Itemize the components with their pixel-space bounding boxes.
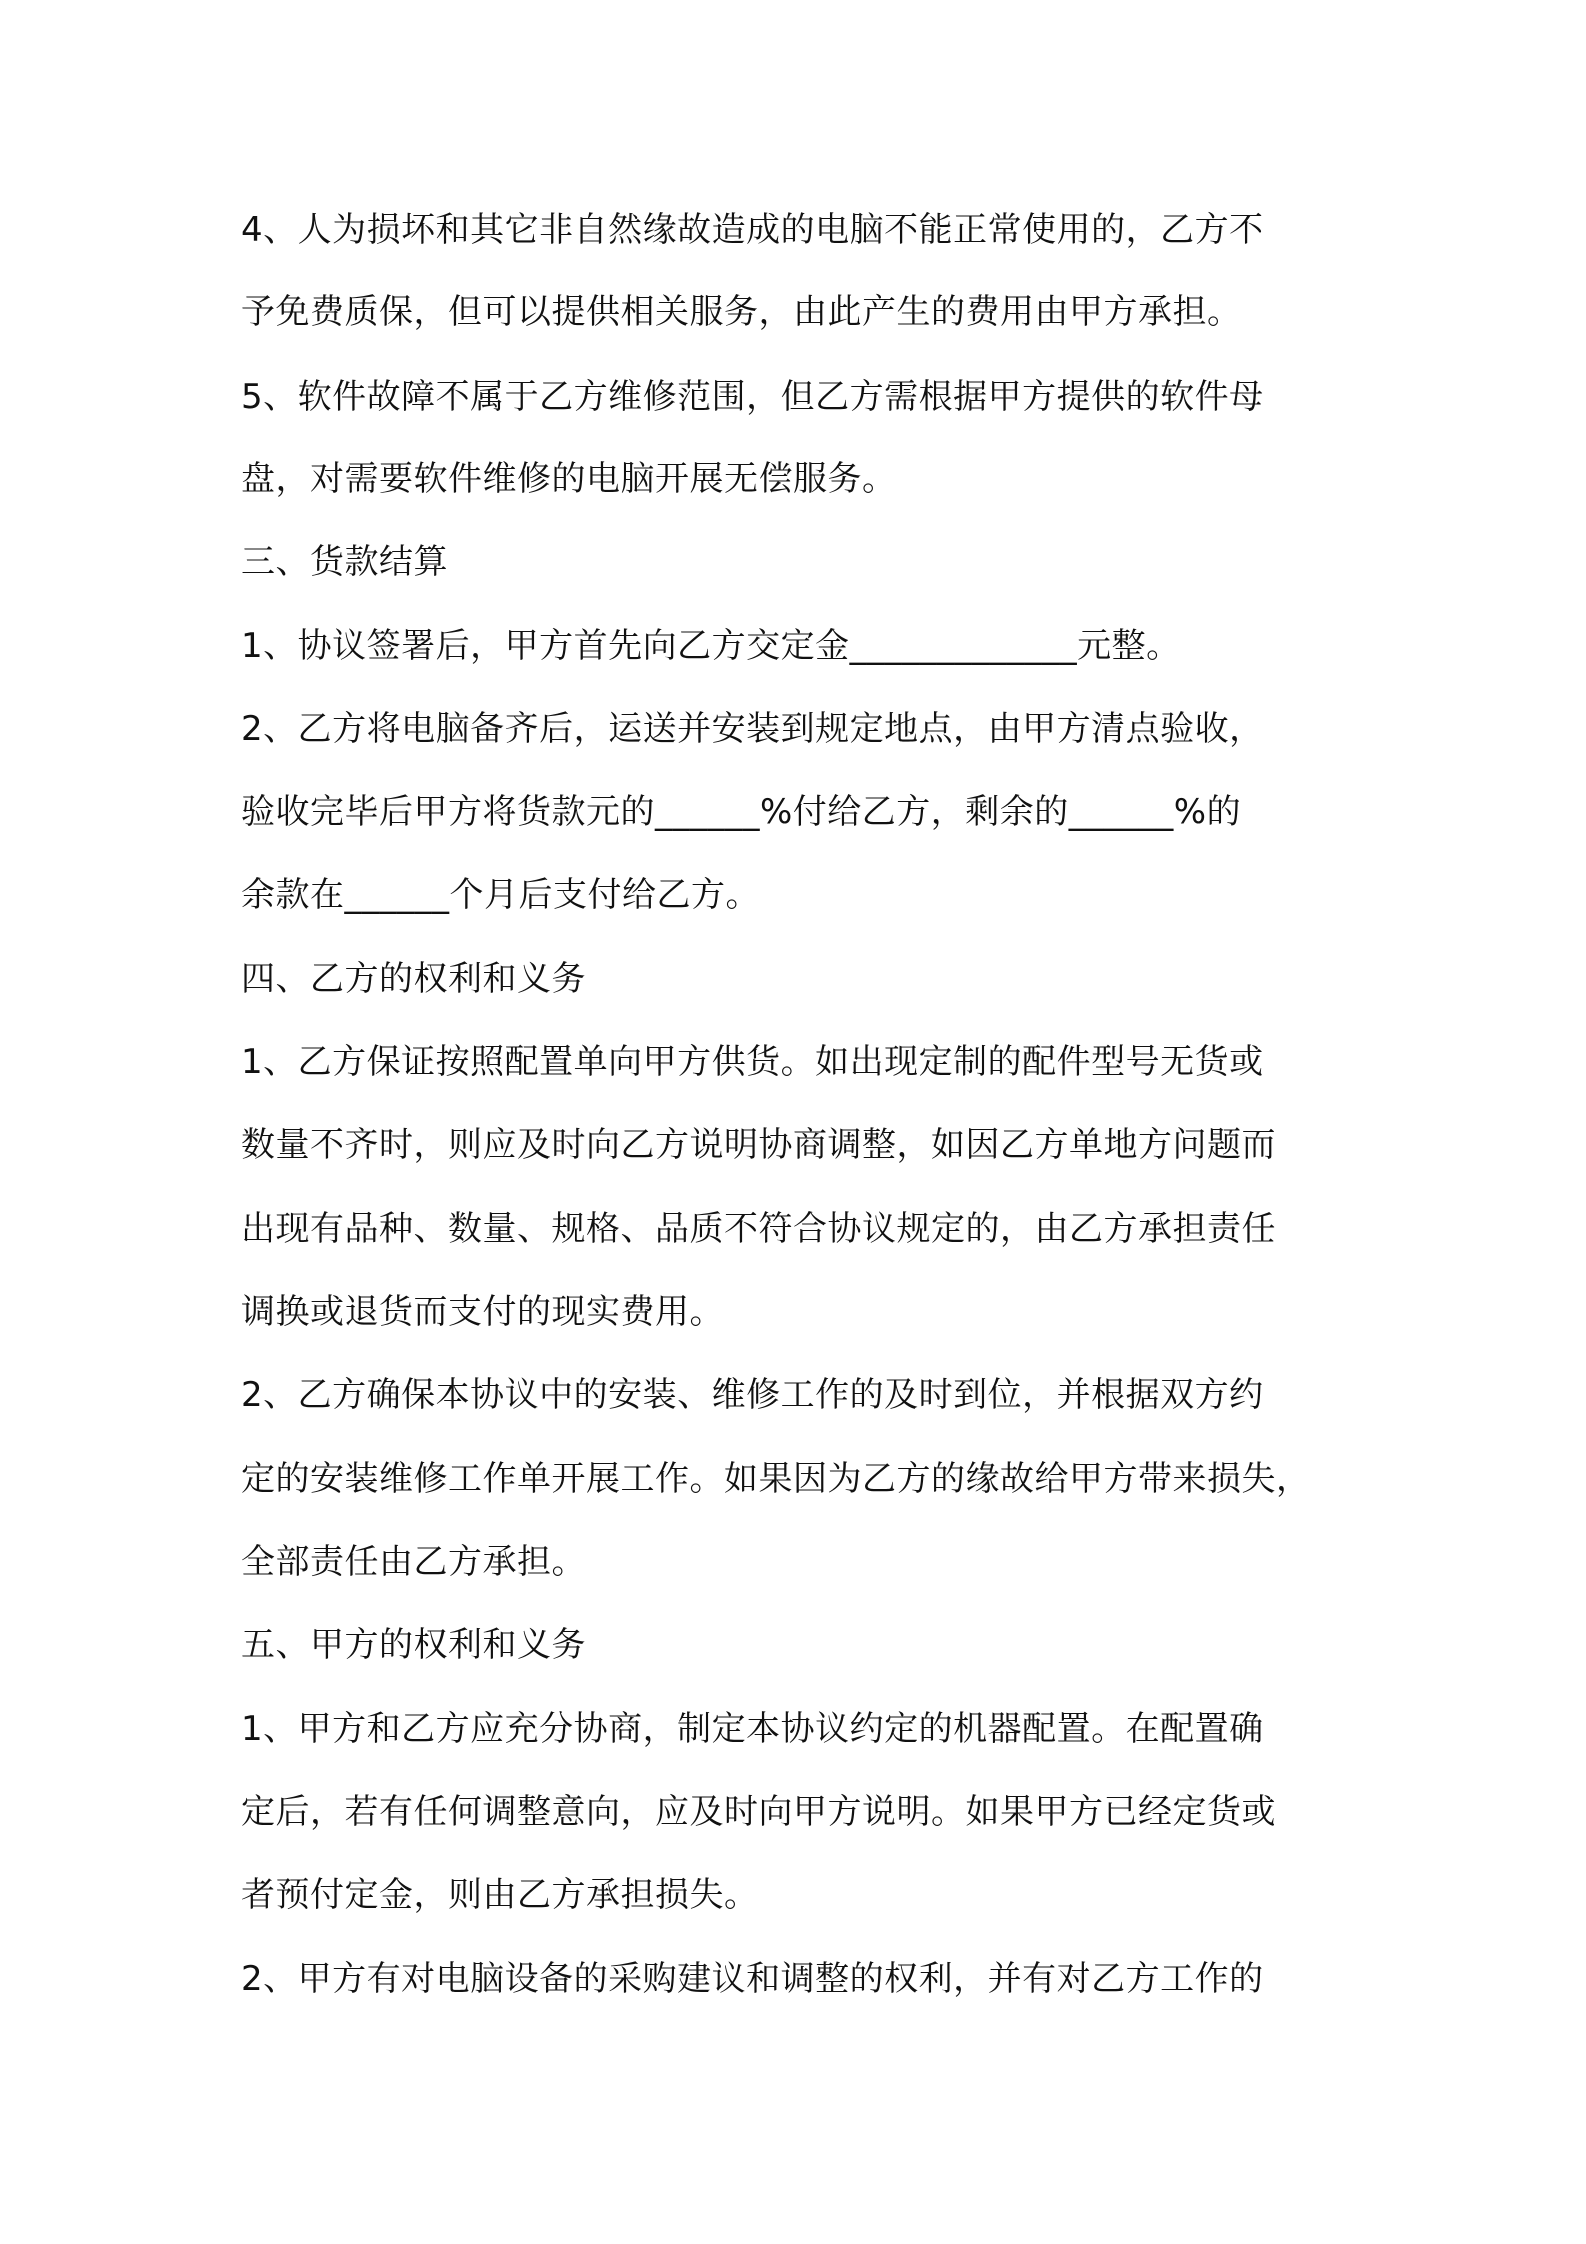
section-heading: 四、乙方的权利和义务	[241, 959, 586, 999]
text-line: 2、乙方确保本协议中的安装、维修工作的及时到位，并根据双方约	[241, 1375, 1264, 1415]
text-line: 2、甲方有对电脑设备的采购建议和调整的权利，并有对乙方工作的	[241, 1959, 1264, 1999]
text-line: 验收完毕后甲方将货款元的______%付给乙方，剩余的______%的	[241, 792, 1242, 832]
text-line: 4、人为损坏和其它非自然缘故造成的电脑不能正常使用的，乙方不	[241, 210, 1264, 250]
section-heading: 三、货款结算	[241, 542, 448, 582]
text-line: 1、甲方和乙方应充分协商，制定本协议约定的机器配置。在配置确	[241, 1709, 1264, 1749]
section-heading: 五、甲方的权利和义务	[241, 1625, 586, 1665]
text-line: 全部责任由乙方承担。	[241, 1542, 586, 1582]
text-line: 2、乙方将电脑备齐后，运送并安装到规定地点，由甲方清点验收，	[241, 709, 1264, 749]
text-line: 定的安装维修工作单开展工作。如果因为乙方的缘故给甲方带来损失，	[241, 1459, 1311, 1499]
text-line: 数量不齐时，则应及时向乙方说明协商调整，如因乙方单地方问题而	[241, 1125, 1276, 1165]
text-line: 予免费质保，但可以提供相关服务，由此产生的费用由甲方承担。	[241, 292, 1242, 332]
text-line: 定后，若有任何调整意向，应及时向甲方说明。如果甲方已经定货或	[241, 1792, 1276, 1832]
text-line: 1、乙方保证按照配置单向甲方供货。如出现定制的配件型号无货或	[241, 1042, 1264, 1082]
text-line: 1、协议签署后，甲方首先向乙方交定金_____________元整。	[241, 626, 1181, 666]
text-line: 盘，对需要软件维修的电脑开展无偿服务。	[241, 459, 897, 499]
text-line: 余款在______个月后支付给乙方。	[241, 875, 760, 915]
text-line: 5、软件故障不属于乙方维修范围，但乙方需根据甲方提供的软件母	[241, 377, 1264, 417]
text-line: 者预付定金，则由乙方承担损失。	[241, 1875, 759, 1915]
text-line: 出现有品种、数量、规格、品质不符合协议规定的，由乙方承担责任	[241, 1209, 1276, 1249]
text-line: 调换或退货而支付的现实费用。	[241, 1292, 724, 1332]
